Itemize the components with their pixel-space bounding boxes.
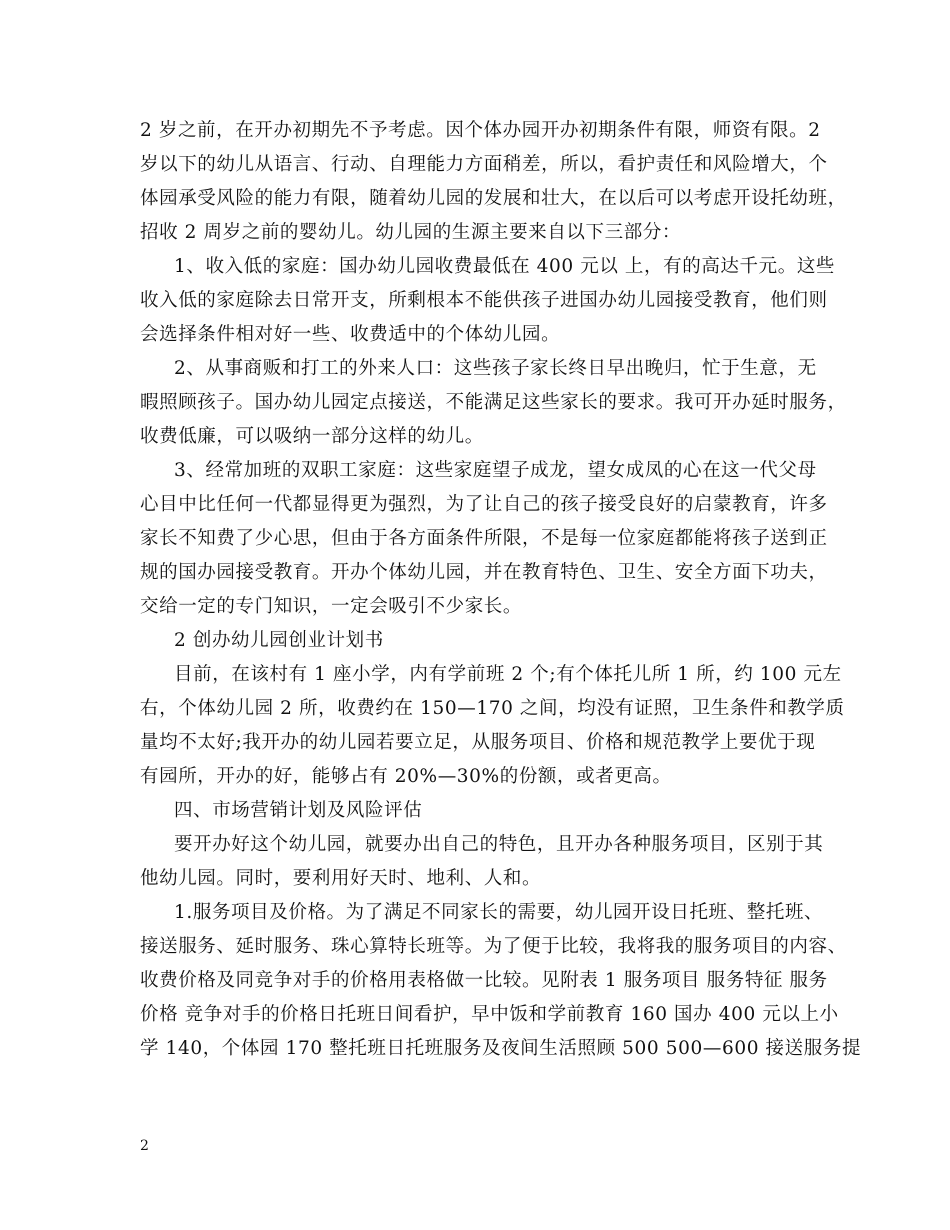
text-line: 规的国办园接受教育。开办个体幼儿园，并在教育特色、卫生、安全方面下功夫， bbox=[140, 562, 828, 583]
text-line: 1、收入低的家庭：国办幼儿园收费最低在 400 元以 上，有的高达千元。这些 bbox=[174, 256, 836, 277]
text-line: 体园承受风险的能力有限，随着幼儿园的发展和壮大，在以后可以考虑开设托幼班， bbox=[140, 188, 847, 209]
text-line: 接送服务、延时服务、珠心算特长班等。为了便于比较，我将我的服务项目的内容、 bbox=[140, 936, 847, 957]
text-line: 价格 竞争对手的价格日托班日间看护，早中饭和学前教育 160 国办 400 元以上小 bbox=[140, 1004, 839, 1025]
text-line: 招收 2 周岁之前的婴幼儿。幼儿园的生源主要来自以下三部分： bbox=[140, 222, 682, 243]
text-line: 收费低廉，可以吸纳一部分这样的幼儿。 bbox=[140, 426, 484, 447]
text-line: 有园所，开办的好，能够占有 20%—30%的份额，或者更高。 bbox=[140, 766, 672, 787]
text-line: 心目中比任何一代都显得更为强烈，为了让自己的孩子接受良好的启蒙教育，许多 bbox=[140, 494, 828, 515]
text-line: 交给一定的专门知识，一定会吸引不少家长。 bbox=[140, 596, 523, 617]
text-line: 会选择条件相对好一些、收费适中的个体幼儿园。 bbox=[140, 324, 561, 345]
text-line: 2、从事商贩和打工的外来人口：这些孩子家长终日早出晚归，忙于生意，无 bbox=[174, 358, 817, 379]
page-number: 2 bbox=[140, 1138, 149, 1154]
text-line: 他幼儿园。同时，要利用好天时、地利、人和。 bbox=[140, 868, 542, 889]
body-text bbox=[140, 114, 862, 1066]
text-line: 右，个体幼儿园 2 所，收费约在 150—170 之间，均没有证照，卫生条件和教学质 bbox=[140, 698, 845, 719]
text-line: 2 岁之前，在开办初期先不予考虑。因个体办园开办初期条件有限，师资有限。2 bbox=[140, 120, 821, 141]
text-line: 目前，在该村有 1 座小学，内有学前班 2 个;有个体托儿所 1 所，约 100 元左 bbox=[174, 664, 842, 685]
text-line: 收入低的家庭除去日常开支，所剩根本不能供孩子进国办幼儿园接受教育，他们则 bbox=[140, 290, 828, 311]
text-line: 暇照顾孩子。国办幼儿园定点接送，不能满足这些家长的要求。我可开办延时服务， bbox=[140, 392, 847, 413]
text-line: 收费价格及同竞争对手的价格用表格做一比较。见附表 1 服务项目 服务特征 服务 bbox=[140, 970, 828, 991]
text-line: 学 140，个体园 170 整托班日托班服务及夜间生活照顾 500 500—600 接送服务提 bbox=[140, 1038, 862, 1059]
text-line: 2 创办幼儿园创业计划书 bbox=[174, 630, 384, 651]
text-line: 要开办好这个幼儿园，就要办出自己的特色，且开办各种服务项目，区别于其 bbox=[174, 834, 824, 855]
text-line: 岁以下的幼儿从语言、行动、自理能力方面稍差，所以，看护责任和风险增大，个 bbox=[140, 154, 828, 175]
text-line: 1.服务项目及价格。为了满足不同家长的需要，幼儿园开设日托班、整托班、 bbox=[174, 902, 824, 923]
text-line: 量均不太好;我开办的幼儿园若要立足，从服务项目、价格和规范教学上要优于现 bbox=[140, 732, 816, 753]
text-line: 3、经常加班的双职工家庭：这些家庭望子成龙，望女成凤的心在这一代父母 bbox=[174, 460, 817, 481]
text-line: 四、市场营销计划及风险评估 bbox=[174, 800, 423, 821]
text-line: 家长不知费了少心思，但由于各方面条件所限，不是每一位家庭都能将孩子送到正 bbox=[140, 528, 828, 549]
